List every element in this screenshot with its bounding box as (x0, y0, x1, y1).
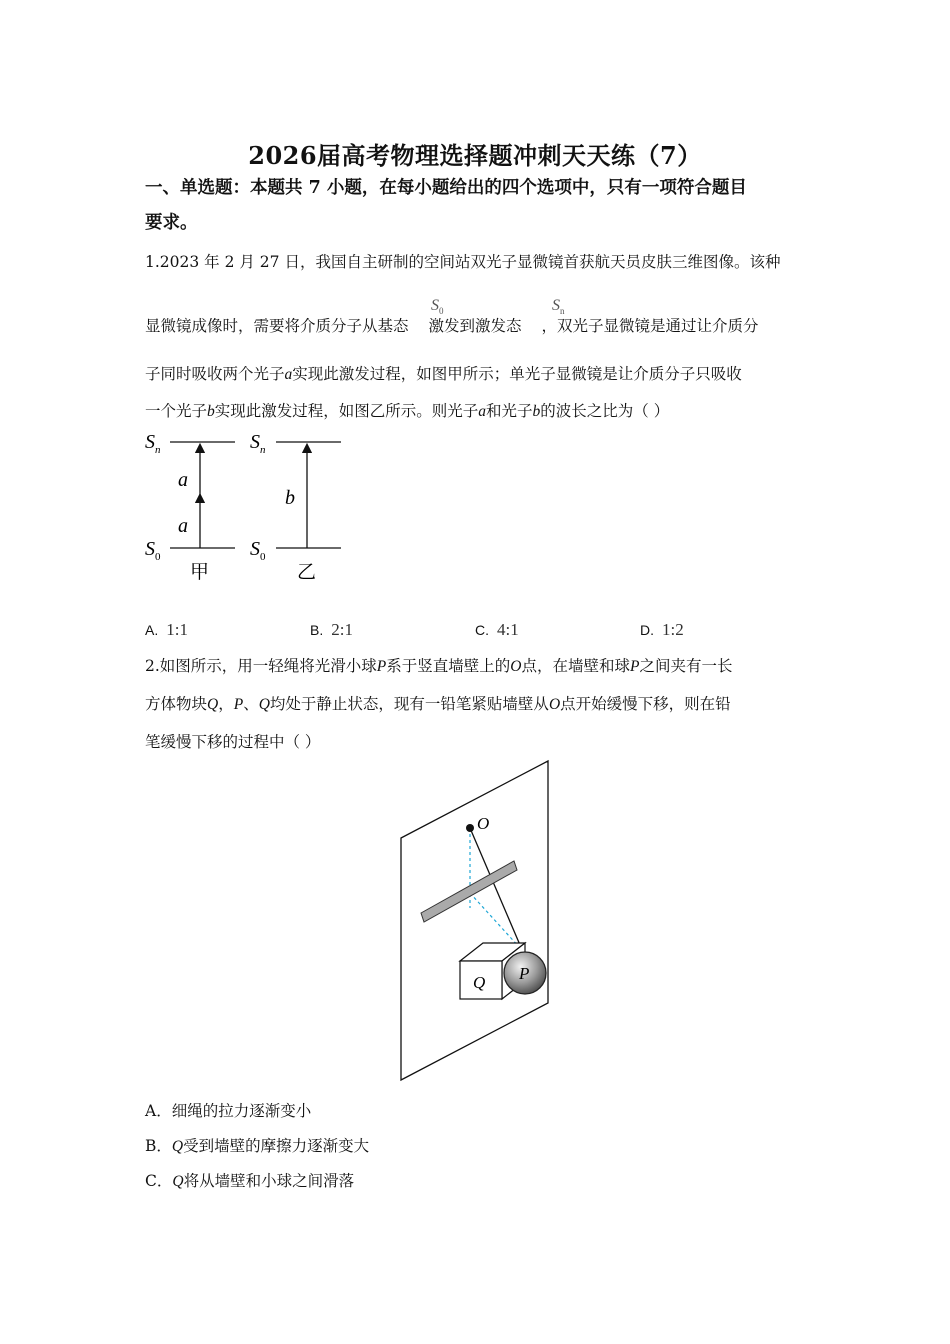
q2-choice-c[interactable]: C．Q将从墙壁和小球之间滑落 (145, 1172, 355, 1190)
photon-a-label: a (178, 469, 188, 491)
svg-text:Q: Q (473, 973, 486, 992)
sn-label: $S_n$ (250, 431, 266, 456)
q1-line1: 1.2023 年 2 月 27 日，我国自主研制的空间站双光子显微镜首获航天员皮肤三维图像。该种 (145, 253, 781, 271)
section-heading-line2: 要求。 (145, 213, 198, 233)
option-c[interactable]: C. 4:1 (475, 620, 519, 639)
q1-line3: 子同时吸收两个光子a实现此激发过程，如图甲所示；单光子显微镜是让介质分子只吸收 (145, 365, 742, 383)
section-heading-line1: 一、单选题：本题共 7 小题，在每小题给出的四个选项中，只有一项符合题目 (145, 178, 747, 198)
s0-label: $S_0$ (145, 538, 161, 563)
q2-line1: 2.如图所示，用一轻绳将光滑小球P系于竖直墙壁上的O点，在墙壁和球P之间夹有一长 (145, 657, 733, 675)
q2-line3: 笔缓慢下移的过程中（ ） (145, 733, 321, 751)
energy-level-diagram (140, 428, 355, 588)
figure-label-yi: 乙 (297, 562, 317, 583)
q1-ground-state-symbol: $S_0$ (431, 297, 444, 316)
page-title: 2026届高考物理选择题冲刺天天练（7） (248, 141, 702, 170)
s0-label: $S_0$ (250, 538, 266, 563)
option-a[interactable]: A. 1:1 (145, 620, 188, 639)
sn-label: $S_n$ (145, 431, 161, 456)
option-d[interactable]: D. 1:2 (640, 620, 684, 639)
option-b[interactable]: B. 2:1 (310, 620, 353, 639)
diagram-jia (145, 431, 235, 583)
figure-label-jia: 甲 (190, 562, 210, 583)
q2-line2: 方体物块Q，P、Q均处于静止状态，现有一铅笔紧贴墙壁从O点开始缓慢下移，则在铅 (145, 695, 731, 713)
photon-a-label: a (178, 515, 188, 537)
photon-b-label: b (285, 487, 295, 509)
q1-line4: 一个光子b实现此激发过程，如图乙所示。则光子a和光子b的波长之比为（ ） (145, 402, 670, 420)
label-p: P (519, 964, 530, 983)
q2-choice-b[interactable]: B．Q受到墙壁的摩擦力逐渐变大 (145, 1137, 370, 1155)
point-o (466, 824, 474, 832)
q2-choice-a[interactable]: A．细绳的拉力逐渐变小 (145, 1102, 312, 1120)
label-o: O (477, 814, 490, 833)
section-heading (145, 171, 805, 241)
q1-line2: 显微镜成像时，需要将介质分子从基态 激发到激发态 ，双光子显微镜是通过让介质分 (145, 317, 759, 335)
diagram-yi (250, 431, 341, 583)
wall-ball-diagram (395, 758, 555, 1083)
q1-excited-state-symbol: $S_n$ (552, 297, 565, 316)
